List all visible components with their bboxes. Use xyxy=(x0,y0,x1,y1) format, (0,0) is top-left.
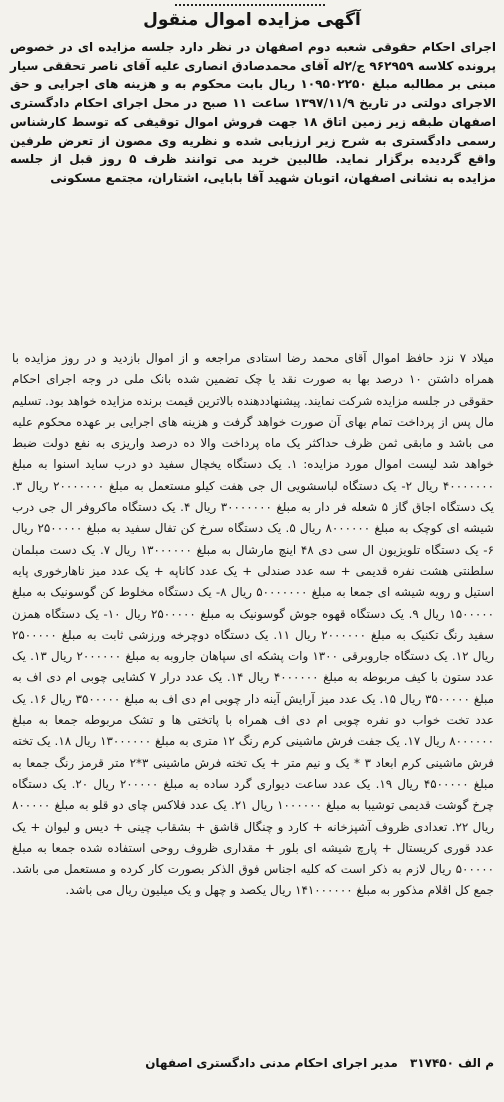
notice-title: آگهی مزایده اموال منقول xyxy=(143,10,361,30)
notice-code: م الف ۳۱۷۴۵۰ xyxy=(409,1056,494,1070)
notice-intro-paragraph: اجرای احکام حقوقی شعبه دوم اصفهان در نظر دارد جلسه مزایده ای در خصوص پرونده کلاسه ۹۶۲۹۵۹ ج/۲له آقای محمدصادق انصاری علیه آقای ناصر تحققی سیار مبنی بر مطالبه مبلغ ۱۰۹۵۰۲۲۵۰ ریال بابت محکوم به و هزینه های اجرایی و حق الاجرای دولتی در تاریخ ۱۳۹۷/۱۱/۹ ساعت ۱۱ صبح در محل اجرای احکام دادگستری اصفهان طبقه زیر زمین اتاق ۱۸ جهت فروش اموال توقیفی که توسط کارشناس رسمی دادگستری به شرح زیر ارزیابی شده و نظریه وی مصون از تعرض طرفین واقع گردیده برگزار نماید. طالبین خرید می توانند ظرف ۵ روز قبل از جلسه مزایده به نشانی اصفهان، اتوبان شهید آقا بابایی، اشتاران، مجتمع مسکونی xyxy=(10,40,496,185)
notice-footer xyxy=(12,1056,494,1070)
header-divider xyxy=(175,4,325,6)
notice-signature: مدیر اجرای احکام مدنی دادگستری اصفهان xyxy=(145,1056,398,1070)
notice-body-paragraph: میلاد ۷ نزد حافظ اموال آقای محمد رضا استادی مراجعه و از اموال بازدید و در روز مزایده با همراه داشتن ۱۰ درصد بها به صورت نقد یا چک تضمین شده بانک ملی در وجه اجرای احکام حقوقی در جلسه مزایده شرکت نمایند. پیشنهاددهنده بالاترین قیمت برنده مزایده خواهد بود. تسلیم مال پس از پرداخت تمام بهای آن صورت خواهد گرفت و هزینه های اجرایی بر عهده محکوم علیه می باشد و مابقی ثمن ظرف حداکثر یک ماه پرداخت والا ده درصد واریزی به نفع دولت ضبط خواهد شد لیست اموال مورد مزایده: ۱. یک دستگاه یخچال سفید دو درب ساید اسنوا به مبلغ ۴۰۰۰۰۰۰۰ ریال ۲- یک دستگاه لباسشویی ال جی هفت کیلو مستعمل به مبلغ ۲۰۰۰۰۰۰۰ ریال ۳. یک دستگاه اجاق گاز ۵ شعله فر دار به مبلغ ۳۰۰۰۰۰۰۰ ریال ۴. یک دستگاه ماکروفر ال جی درب شیشه ای کوچک به مبلغ ۸۰۰۰۰۰۰ ریال ۵. یک دستگاه سرخ کن تفال سفید به مبلغ ۲۵۰۰۰۰۰ ریال ۶- یک دستگاه تلویزیون ال سی دی ۴۸ اینچ مارشال به مبلغ ۱۳۰۰۰۰۰۰ ریال ۷. یک دست مبلمان سلطنتی هشت نفره قدیمی + سه عدد صندلی + یک عدد کاناپه + یک عدد میز ناهارخوری پایه استیل و رویه شیشه ای جمعا به مبلغ ۵۰۰۰۰۰۰۰ ریال ۸- یک دستگاه مخلوط کن گوسونیک به مبلغ ۱۵۰۰۰۰۰ ریال ۹. یک دستگاه قهوه جوش گوسونیک به مبلغ ۲۵۰۰۰۰۰ ریال ۱۰- یک دستگاه همزن سفید رنگ تکنیک به مبلغ ۲۰۰۰۰۰۰ ریال ۱۱. یک دستگاه دوچرخه ورزشی ثابت به مبلغ ۲۵۰۰۰۰۰ ریال ۱۲. یک دستگاه جاروبرقی ۱۳۰۰ وات پشکه ای سپاهان جاروبه به مبلغ ۲۰۰۰۰۰۰ ریال ۱۳. یک عدد ستون با کیف مربوطه به مبلغ ۴۰۰۰۰۰۰ ریال ۱۴. یک عدد درار ۷ کشایی چوبی ام دی اف به مبلغ ۳۵۰۰۰۰۰ ریال ۱۵. یک عدد میز آرایش آینه دار چوبی ام دی اف به مبلغ ۳۵۰۰۰۰۰ ریال ۱۶. یک عدد تخت خواب دو نفره چوبی ام دی اف همراه با پاتختی ها و تشک مربوطه جمعا به مبلغ ۸۰۰۰۰۰۰ ریال ۱۷. یک جفت فرش ماشینی کرم رنگ ۱۲ متری به مبلغ ۱۳۰۰۰۰۰۰ ریال ۱۸. یک تخته فرش ماشینی کرم ابعاد ۳ * یک و نیم متر + یک تخته فرش ماشینی ۳*۲ متر قرمز رنگ جمعا به مبلغ ۴۵۰۰۰۰۰ ریال ۱۹. یک عدد ساعت دیواری گرد ساده به مبلغ ۲۰۰۰۰۰ ریال ۲۰. یک دستگاه چرخ گوشت قدیمی توشیبا به مبلغ ۱۰۰۰۰۰۰ ریال ۲۱. یک عدد فلاکس چای دو قلو به مبلغ ۸۰۰۰۰۰ ریال ۲۲. تعدادی ظروف آشپزخانه + کارد و چنگال قاشق + بشقاب چینی + دیس و لیوان + یک عدد قوری کریستال + پارچ شیشه ای بلور + مقداری ظروف روحی استفاده شده جمعا به مبلغ ۵۰۰۰۰۰ ریال لازم به ذکر است که کلیه اجناس فوق الذکر بصورت کار کرده و مستعمل می باشد. جمع کل اقلام مذکور به مبلغ ۱۴۱۰۰۰۰۰۰ ریال یکصد و چهل و یک میلیون ریال می باشد. xyxy=(12,351,495,898)
